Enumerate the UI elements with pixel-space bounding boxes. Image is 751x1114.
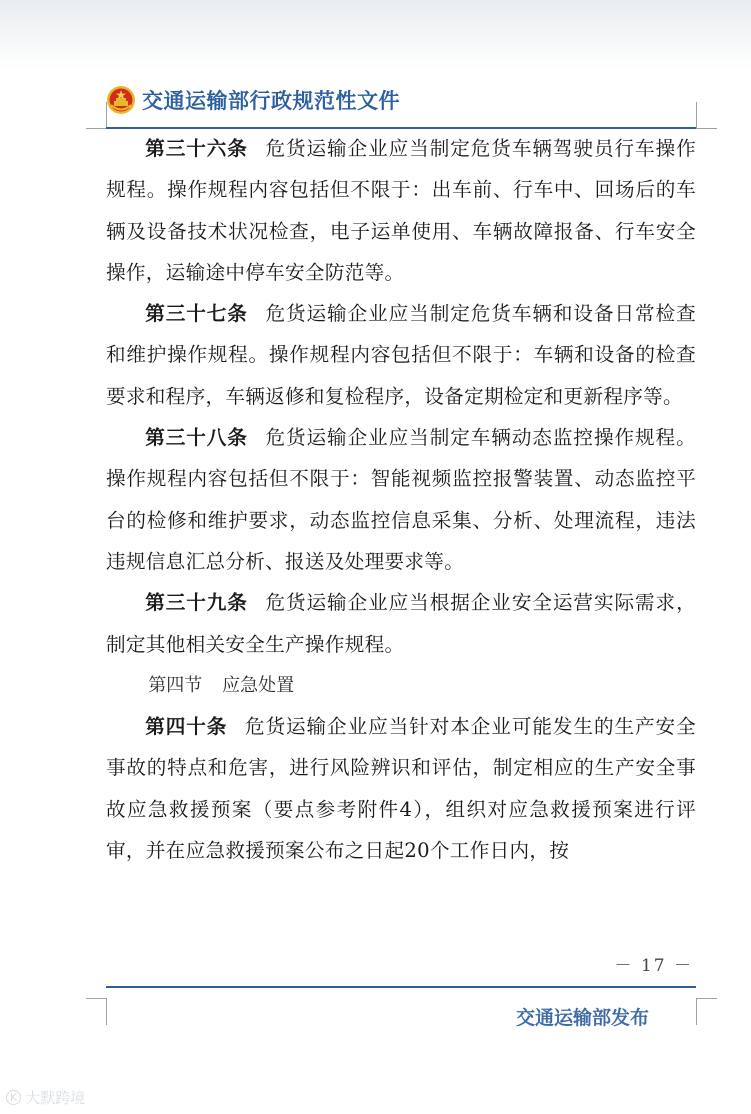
national-emblem-icon [106, 85, 136, 115]
watermark-logo-icon: K [6, 1090, 21, 1105]
watermark-text: 大默跨境 [25, 1089, 86, 1107]
watermark [6, 1087, 85, 1108]
crop-mark-bottom-right [696, 998, 717, 1025]
article-label: 第三十六条 [145, 137, 248, 160]
document-header [106, 80, 400, 120]
section-number: 第四节 [148, 674, 203, 696]
footer-publisher: 交通运输部发布 [516, 1007, 650, 1029]
article-label: 第三十九条 [145, 591, 248, 615]
article-label: 第三十七条 [145, 302, 248, 326]
article-39 [106, 582, 696, 665]
article-36 [106, 128, 696, 293]
document-body [106, 128, 696, 871]
article-label: 第三十八条 [145, 426, 248, 450]
section-heading [106, 665, 696, 706]
crop-mark-bottom-left [86, 998, 107, 1025]
crop-mark-top-left [86, 102, 107, 129]
article-text: 危货运输企业应当针对本企业可能发生的生产安全事故的特点和危害，进行风险辨识和评估，制定相应的生产安全事故应急救援预案（要点参考附件4），组织对应急救援预案进行评审，并在应急救援预案公布之日起20个工作日内，按 [106, 715, 696, 863]
article-40 [106, 706, 696, 871]
footer-rule [106, 986, 696, 988]
article-text: 危货运输企业应当根据企业安全运营实际需求，制定其他相关安全生产操作规程。 [106, 591, 696, 656]
article-37 [106, 293, 696, 417]
article-text: 危货运输企业应当制定危货车辆和设备日常检查和维护操作规程。操作规程内容包括但不限于：车辆和设备的检查要求和程序，车辆返修和复检程序，设备定期检定和更新程序等。 [106, 302, 696, 408]
article-label: 第四十条 [145, 715, 228, 739]
page-number: － 17 － [614, 956, 693, 976]
article-text: 危货运输企业应当制定危货车辆驾驶员行车操作规程。操作规程内容包括但不限于：出车前、行车中、回场后的车辆及设备技术状况检查，电子运单使用、车辆故障报备、行车安全操作，运输途中停车安全防范等。 [106, 137, 696, 284]
section-title: 应急处置 [222, 674, 295, 696]
header-title: 交通运输部行政规范性文件 [142, 88, 400, 113]
top-gradient [0, 0, 751, 70]
article-38 [106, 417, 696, 582]
crop-mark-top-right [696, 102, 717, 129]
article-text: 危货运输企业应当制定车辆动态监控操作规程。操作规程内容包括但不限于：智能视频监控报警装置、动态监控平台的检修和维护要求，动态监控信息采集、分析、处理流程，违法违规信息汇总分析、报送及处理要求等。 [106, 426, 696, 573]
